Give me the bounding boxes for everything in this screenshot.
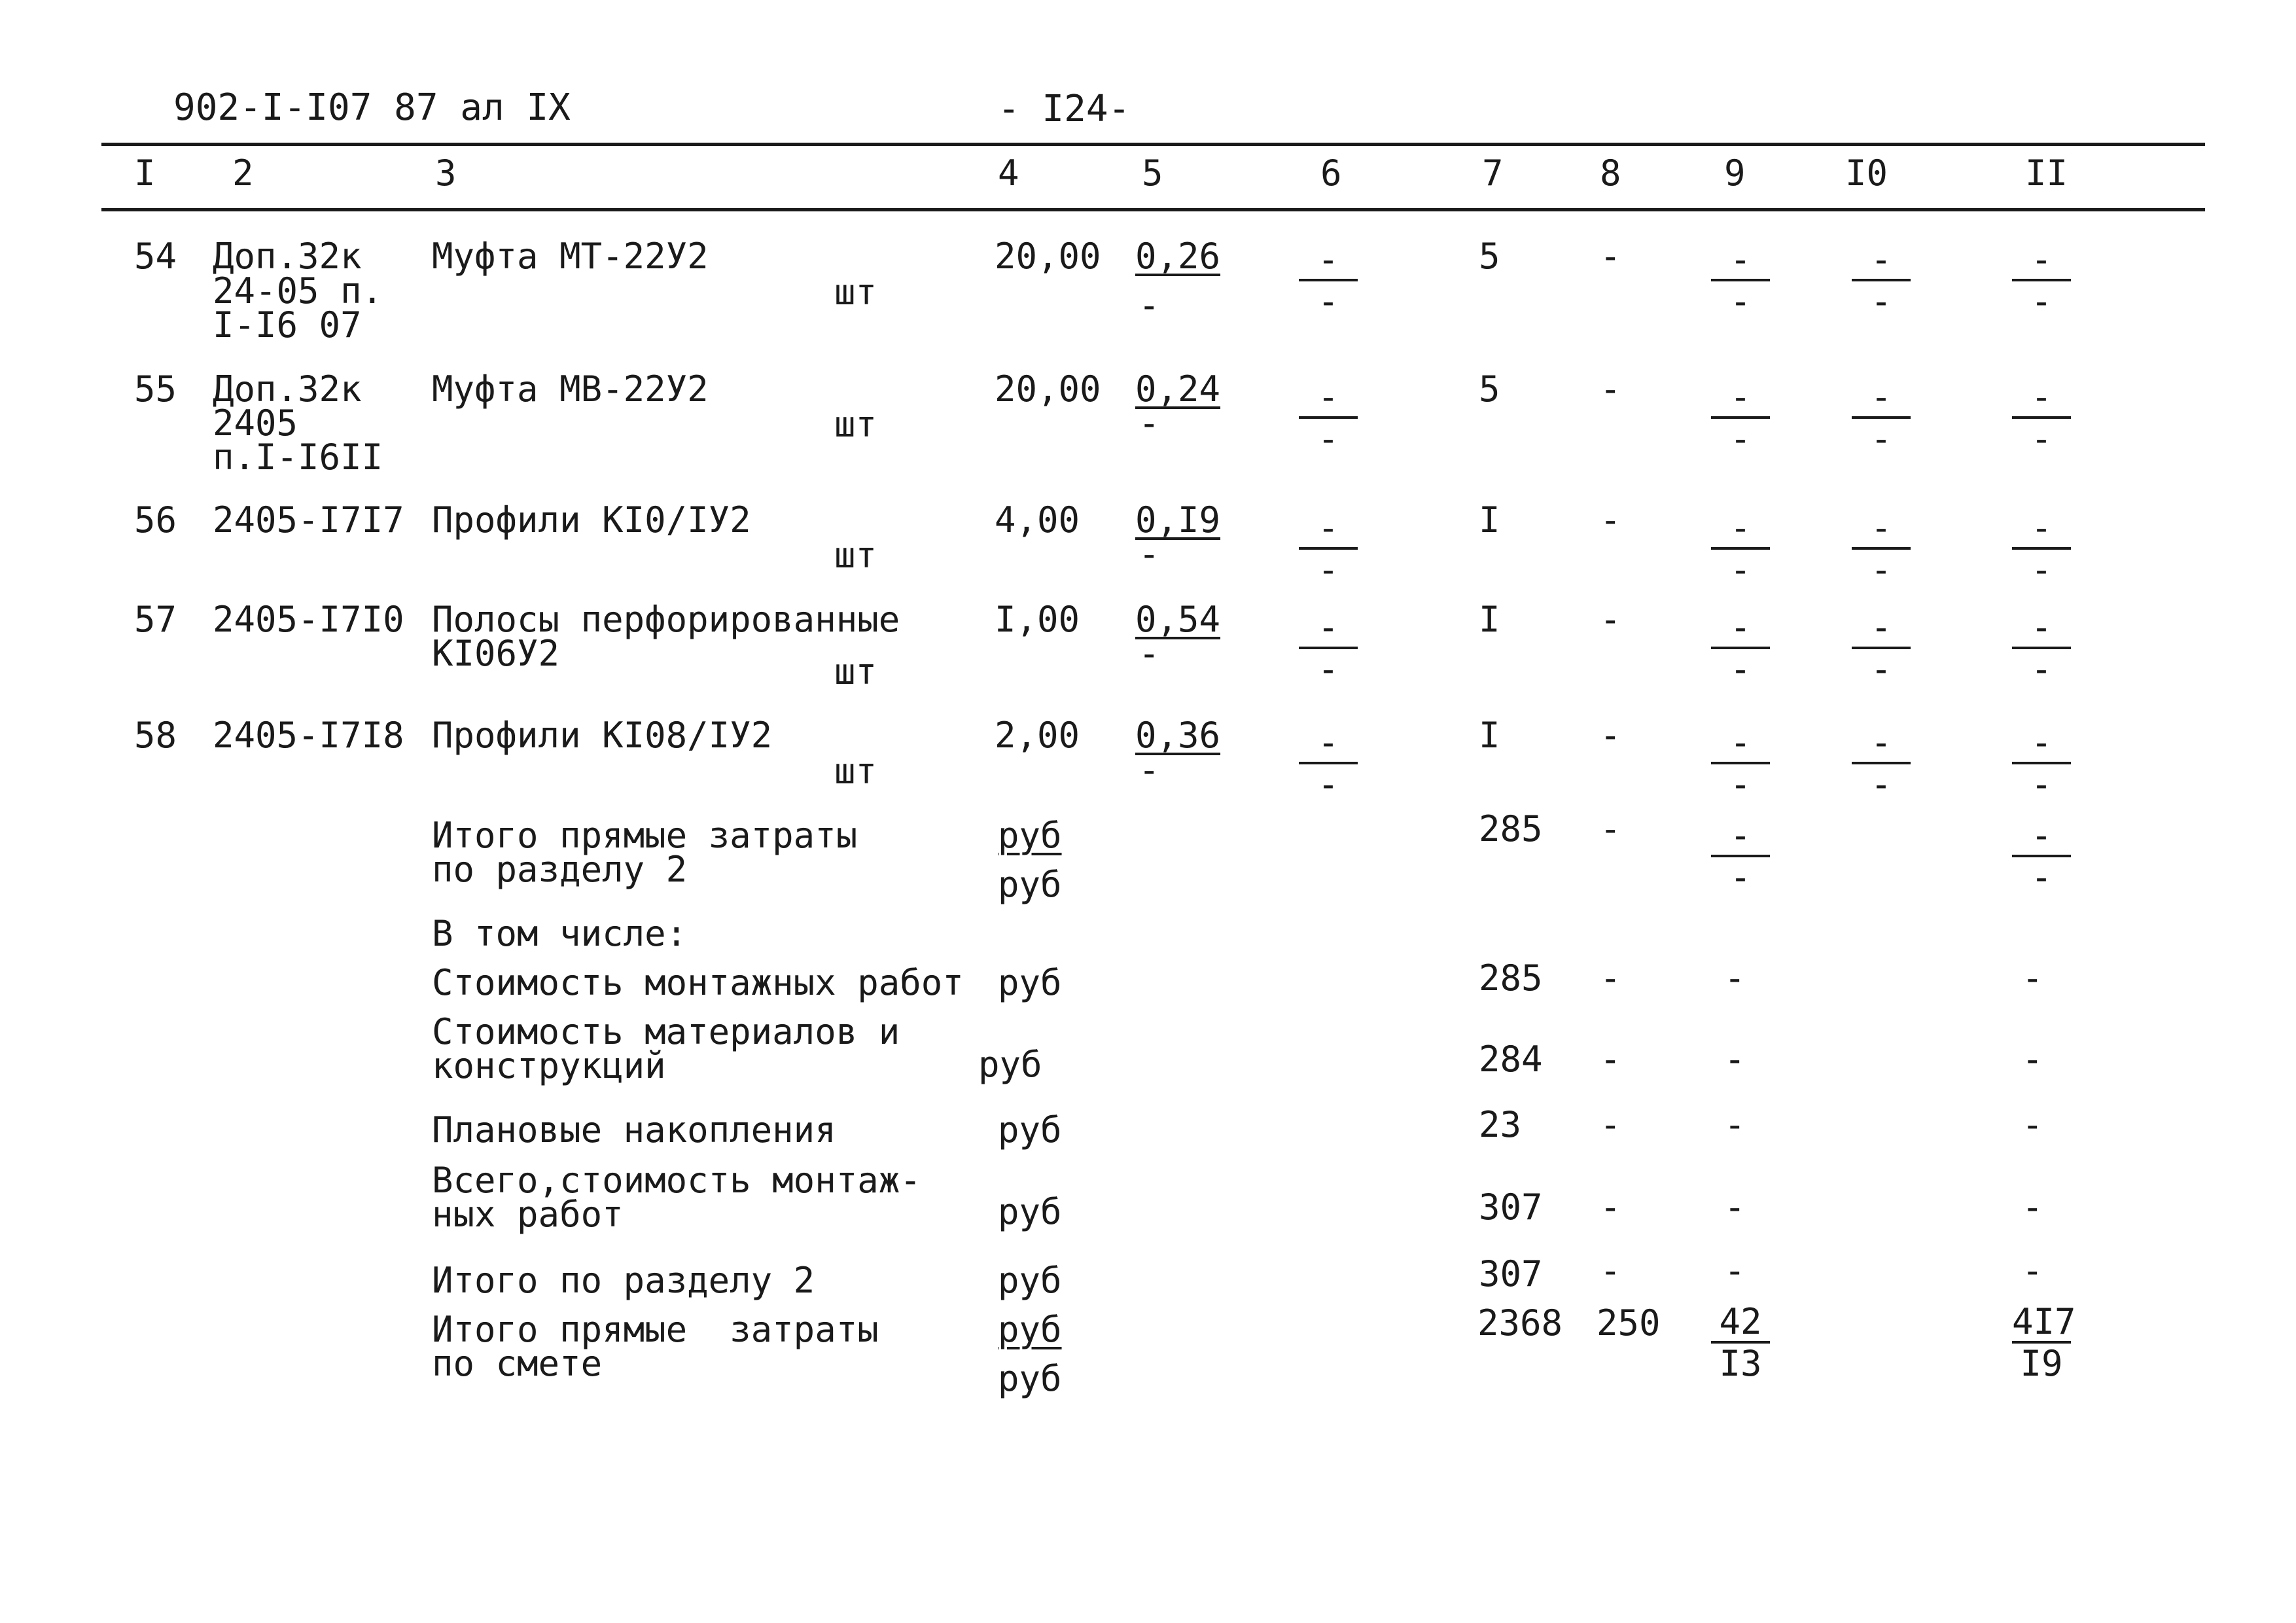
materials-cost-unit: руб <box>978 1044 1042 1085</box>
total-direct-section-label-1: Итого прямые затраты <box>432 815 858 856</box>
installation-cost-c8: - <box>1600 957 1621 999</box>
row-58-num: 58 <box>134 715 177 756</box>
row-57-c10: - - <box>1852 610 1911 687</box>
total-estimate-unit-top: руб <box>998 1309 1062 1350</box>
total-installation-c7: 307 <box>1479 1186 1543 1228</box>
including-label: В том числе: <box>432 913 688 954</box>
total-direct-section-c9: - - <box>1711 818 1770 895</box>
installation-cost-unit: руб <box>998 962 1062 1003</box>
installation-cost-c7: 285 <box>1479 957 1543 999</box>
total-installation-c9: - <box>1724 1186 1746 1228</box>
row-55-code-2: 2405 <box>213 402 298 444</box>
total-direct-section-c7: 285 <box>1479 808 1543 849</box>
col-header-6: 6 <box>1320 152 1342 194</box>
page-number: - I24- <box>998 88 1131 130</box>
planned-accumulations-c8: - <box>1600 1104 1621 1145</box>
row-54-num: 54 <box>134 236 177 277</box>
total-estimate-unit-bottom: руб <box>998 1358 1062 1399</box>
materials-cost-label-2: конструкций <box>432 1045 666 1086</box>
row-56-code: 2405-I7I7 <box>213 499 404 541</box>
row-54-c9: - - <box>1711 242 1770 319</box>
total-estimate-c7: 2368 <box>1477 1302 1563 1344</box>
total-direct-section-c8: - <box>1600 808 1621 849</box>
row-55-unit: шт <box>834 404 877 445</box>
col-header-5: 5 <box>1142 152 1163 194</box>
total-section-2-c7: 307 <box>1479 1253 1543 1294</box>
row-56-unit: шт <box>834 535 877 576</box>
materials-cost-c8: - <box>1600 1039 1621 1080</box>
row-56-c7: I <box>1479 499 1500 541</box>
row-56-num: 56 <box>134 499 177 541</box>
row-54-c8: - <box>1600 236 1621 277</box>
row-58-c10: - - <box>1852 725 1911 802</box>
row-55-c10: - - <box>1852 380 1911 457</box>
row-54-code-1: Доп.32к <box>213 236 362 277</box>
row-54-code-3: I-I6 07 <box>213 304 362 346</box>
row-57-c6: - - <box>1299 610 1358 687</box>
total-direct-section-unit-top: руб <box>998 815 1062 856</box>
row-55-code-1: Доп.32к <box>213 368 362 410</box>
planned-accumulations-c9: - <box>1724 1104 1746 1145</box>
row-58-c4: 2,00 <box>995 715 1080 756</box>
total-estimate-c8: 250 <box>1597 1302 1661 1344</box>
planned-accumulations-label: Плановые накопления <box>432 1109 836 1150</box>
col-header-4: 4 <box>998 152 1019 194</box>
row-58-c6: - - <box>1299 725 1358 802</box>
row-55-c11: - - <box>2012 380 2071 457</box>
row-57-c4: I,00 <box>995 599 1080 640</box>
total-installation-unit: руб <box>998 1191 1062 1232</box>
row-57-c11: - - <box>2012 610 2071 687</box>
row-58-c5: 0,36 <box>1135 715 1221 756</box>
row-54-c11: - - <box>2012 242 2071 319</box>
row-55-c4: 20,00 <box>995 368 1101 410</box>
row-54-c4: 20,00 <box>995 236 1101 277</box>
row-54-c5-bottom: - <box>1139 285 1160 326</box>
row-55-c5: 0,24 <box>1135 368 1221 410</box>
total-installation-label-1: Всего,стоимость монтаж- <box>432 1160 921 1201</box>
row-56-c5-bottom: - <box>1139 533 1160 575</box>
total-estimate-label-1: Итого прямые затраты <box>432 1309 879 1350</box>
document-code: 902-I-I07 87 ал IX <box>173 86 571 129</box>
row-54-c5: 0,26 <box>1135 236 1221 277</box>
total-installation-c11: - <box>2022 1186 2043 1228</box>
row-55-c6: - - <box>1299 380 1358 457</box>
row-56-c6: - - <box>1299 510 1358 588</box>
row-55-code-3: п.I-I6II <box>213 437 383 478</box>
col-header-7: 7 <box>1482 152 1504 194</box>
col-header-2: 2 <box>232 152 254 194</box>
total-installation-label-2: ных работ <box>432 1194 624 1235</box>
row-56-c8: - <box>1600 499 1621 541</box>
row-55-c8: - <box>1600 368 1621 410</box>
row-57-c9: - - <box>1711 610 1770 687</box>
row-57-num: 57 <box>134 599 177 640</box>
total-estimate-c9: $\frac{42}{I3}$ <box>1711 1304 1770 1382</box>
total-section-2-c8: - <box>1600 1250 1621 1291</box>
row-56-c5: 0,I9 <box>1135 499 1221 541</box>
total-section-2-c11: - <box>2022 1250 2043 1291</box>
row-57-c5: 0,54 <box>1135 599 1221 640</box>
row-58-name: Профили КI08/IУ2 <box>432 715 773 756</box>
total-direct-section-c11: - - <box>2012 818 2071 895</box>
row-56-c11: - - <box>2012 510 2071 588</box>
installation-cost-c11: - <box>2022 957 2043 999</box>
row-57-c7: I <box>1479 599 1500 640</box>
row-58-c5-bottom: - <box>1139 749 1160 791</box>
row-58-c7: I <box>1479 715 1500 756</box>
col-header-8: 8 <box>1600 152 1621 194</box>
row-56-c9: - - <box>1711 510 1770 588</box>
total-section-2-label: Итого по разделу 2 <box>432 1260 815 1301</box>
row-57-c5-bottom: - <box>1139 633 1160 674</box>
col-header-1: I <box>134 152 156 194</box>
total-direct-section-unit-bottom: руб <box>998 864 1062 905</box>
col-header-11: II <box>2025 152 2068 194</box>
row-58-c9: - - <box>1711 725 1770 802</box>
materials-cost-c9: - <box>1724 1039 1746 1080</box>
header-rule <box>101 208 2205 211</box>
total-estimate-label-2: по смете <box>432 1343 603 1384</box>
row-57-c8: - <box>1600 599 1621 640</box>
row-55-name: Муфта МВ-22У2 <box>432 368 709 410</box>
total-section-2-c9: - <box>1724 1250 1746 1291</box>
materials-cost-c7: 284 <box>1479 1039 1543 1080</box>
row-56-name: Профили КI0/IУ2 <box>432 499 751 541</box>
row-57-code: 2405-I7I0 <box>213 599 404 640</box>
planned-accumulations-unit: руб <box>998 1109 1062 1150</box>
total-section-2-unit: руб <box>998 1260 1062 1301</box>
row-54-unit: шт <box>834 272 877 313</box>
row-57-name-1: Полосы перфорированные <box>432 599 900 640</box>
col-header-9: 9 <box>1724 152 1746 194</box>
row-54-c7: 5 <box>1479 236 1500 277</box>
row-54-c6: - - <box>1299 242 1358 319</box>
planned-accumulations-c7: 23 <box>1479 1104 1522 1145</box>
installation-cost-c9: - <box>1724 957 1746 999</box>
row-54-code-2: 24-05 п. <box>213 270 383 312</box>
row-54-name: Муфта МТ-22У2 <box>432 236 709 277</box>
row-57-unit: шт <box>834 651 877 692</box>
total-direct-section-label-2: по разделу 2 <box>432 849 688 890</box>
row-58-code: 2405-I7I8 <box>213 715 404 756</box>
row-55-c7: 5 <box>1479 368 1500 410</box>
row-58-c8: - <box>1600 715 1621 756</box>
materials-cost-c11: - <box>2022 1039 2043 1080</box>
row-57-name-2: КI06У2 <box>432 633 560 674</box>
row-55-c9: - - <box>1711 380 1770 457</box>
top-rule <box>101 143 2205 146</box>
row-56-c10: - - <box>1852 510 1911 588</box>
planned-accumulations-c11: - <box>2022 1104 2043 1145</box>
col-header-3: 3 <box>435 152 457 194</box>
row-58-c11: - - <box>2012 725 2071 802</box>
row-54-c10: - - <box>1852 242 1911 319</box>
row-58-unit: шт <box>834 751 877 792</box>
installation-cost-label: Стоимость монтажных работ <box>432 962 964 1003</box>
row-55-num: 55 <box>134 368 177 410</box>
materials-cost-label-1: Стоимость материалов и <box>432 1011 900 1052</box>
col-header-10: I0 <box>1845 152 1888 194</box>
row-56-c4: 4,00 <box>995 499 1080 541</box>
total-installation-c8: - <box>1600 1186 1621 1228</box>
total-estimate-c11: $\frac{4I7}{I9}$ <box>2012 1301 2076 1384</box>
row-55-c5-bottom: - <box>1139 402 1160 444</box>
